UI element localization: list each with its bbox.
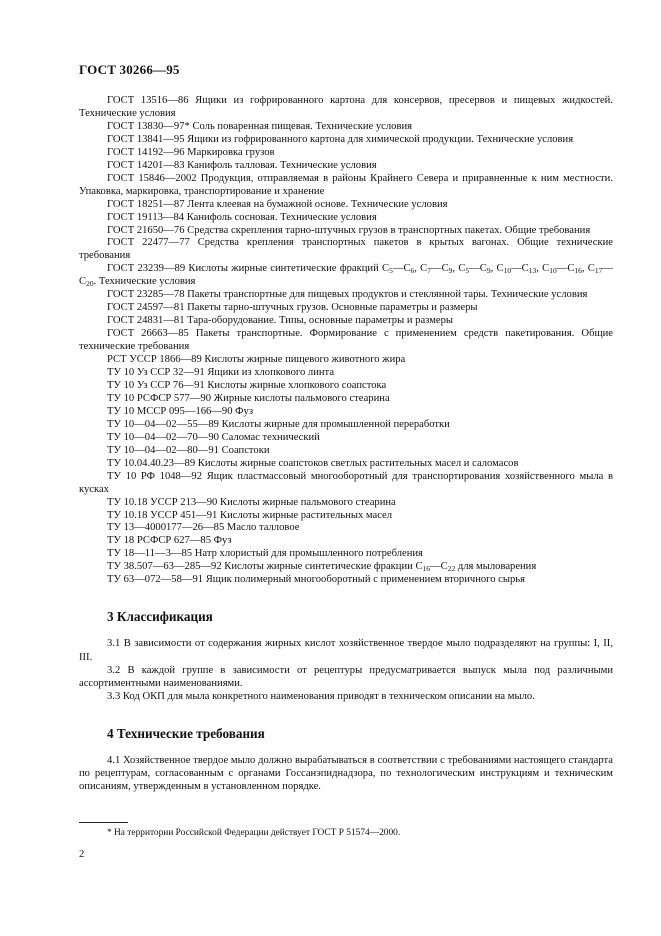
section-4-heading: 4 Технические требования (107, 725, 265, 741)
reference-item: ТУ 10 МССР 095—166—90 Фуз (107, 405, 254, 417)
section-3-heading: 3 Классификация (107, 609, 213, 625)
paragraph-3-1: 3.1 В зависимости от содержания жирных кислот хозяйственное твердое мыло подразделяют на группы: I, II, III. (79, 638, 613, 663)
reference-item: ТУ 13—4000177—26—85 Масло талловое (107, 522, 300, 534)
reference-item: ГОСТ 23239—89 Кислоты жирные синтетические фракций $C_5—C_6$, $C_7—C_9$, $C_5—C_9$, $C_{10}—C_{13}$, $C_{10}—C_{16}$, $C_{17}—C_{20}$. Технические условия (79, 263, 613, 289)
reference-item: ТУ 10—04—02—80—91 Соапстоки (107, 444, 270, 456)
reference-item: ТУ 10 Уз ССР 32—91 Ящики из хлопкового линта (107, 367, 335, 379)
normative-references-list (79, 95, 613, 587)
reference-item: ГОСТ 21650—76 Средства скрепления тарно-штучных грузов в транспортных пакетах. Общие требования (107, 224, 591, 236)
reference-item: ТУ 63—072—58—91 Ящик полимерный многооборотный с применением вторичного сырья (107, 574, 526, 586)
reference-item: ГОСТ 14192—96 Маркировка грузов (107, 146, 275, 158)
reference-item: ТУ 10 РФ 1048—92 Ящик пластмассовый многооборотный для транспортирования хозяйственного мыла в кусках (79, 470, 613, 495)
paragraph-4-1: 4.1 Хозяйственное твердое мыло должно вырабатываться в соответствии с требованиями настоящего стандарта по рецептурам, согласованным с органами Госсанэпиднадзора, по технологическим инструкциям и техническим описаниям, утвержденным в установленном порядке. (79, 754, 613, 793)
reference-item: ГОСТ 19113—84 Канифоль сосновая. Технические условия (107, 211, 377, 223)
paragraph-3-2: 3.2 В каждой группе в зависимости от рецептуры предусматривается выпуск мыла под различными ассортиментными наименованиями. (79, 664, 613, 690)
reference-item: ТУ 10.04.40.23—89 Кислоты жирные соапстоков светлых растительных масел и саломасов (107, 457, 519, 469)
footnote: * На территории Российской Федерации действует ГОСТ Р 51574—2000. (107, 828, 401, 838)
document-header: ГОСТ 30266—95 (79, 62, 180, 77)
reference-item: ТУ 10—04—02—70—90 Саломас технический (107, 431, 320, 443)
reference-item: ТУ 18—11—3—85 Натр хлористый для промышленного потребления (107, 548, 423, 560)
footnote-divider (79, 822, 128, 823)
section-3-body (79, 637, 613, 703)
reference-item: ТУ 38.507—63—285—92 Кислоты жирные синтетические фракции $C_{16}—C_{22}$ для мыловарения (107, 561, 537, 574)
reference-item: ТУ 10 РСФСР 577—90 Жирные кислоты пальмового стеарина (107, 392, 390, 404)
reference-item: ТУ 18 РСФСР 627—85 Фуз (107, 535, 232, 547)
document-body (79, 95, 613, 794)
reference-item: ТУ 10.18 УССР 451—91 Кислоты жирные растительных масел (107, 509, 393, 521)
reference-item: ГОСТ 23285—78 Пакеты транспортные для пищевых продуктов и стеклянной тары. Технические условия (107, 289, 588, 301)
reference-item: ТУ 10—04—02—55—89 Кислоты жирные для промышленной переработки (107, 418, 450, 430)
reference-item: ГОСТ 22477—77 Средства крепления транспортных пакетов в крытых вагонах. Общие технические требования (79, 237, 613, 262)
reference-item: ГОСТ 13841—95 Ящики из гофрированного картона для химической продукции. Технические условия (107, 133, 574, 145)
reference-item: ТУ 10.18 УССР 213—90 Кислоты жирные пальмового стеарина (107, 496, 396, 508)
reference-item: ГОСТ 13516—86 Ящики из гофрированного картона для консервов, пресервов и пищевых жидкостей. Технические условия (79, 95, 613, 119)
paragraph-3-3: 3.3 Код ОКП для мыла конкретного наименования приводят в техническом описании на мыло. (107, 691, 535, 703)
reference-item: ГОСТ 24597—81 Пакеты тарно-штучных грузов. Основные параметры и размеры (107, 302, 478, 314)
section-4-body (79, 754, 613, 794)
reference-item: ГОСТ 24831—81 Тара-оборудование. Типы, основные параметры и размеры (107, 315, 454, 327)
reference-item: ГОСТ 26663—85 Пакеты транспортные. Формирование с применением средств пакетирования. Общие технические требования (79, 328, 613, 353)
reference-item: ГОСТ 13830—97* Соль поваренная пищевая. Технические условия (107, 120, 413, 132)
page-number: 2 (79, 849, 85, 860)
reference-item: ГОСТ 18251—87 Лента клеевая на бумажной основе. Технические условия (107, 198, 448, 210)
reference-item: ГОСТ 14201—83 Канифоль талловая. Технические условия (107, 159, 377, 171)
reference-item: ГОСТ 15846—2002 Продукция, отправляемая в районы Крайнего Севера и приравненные к ним местности. Упаковка, маркировка, транспортирование и хранение (79, 172, 613, 197)
reference-item: РСТ УССР 1866—89 Кислоты жирные пищевого животного жира (107, 354, 406, 366)
reference-item: ТУ 10 Уз ССР 76—91 Кислоты жирные хлопкового соапстока (107, 379, 387, 391)
